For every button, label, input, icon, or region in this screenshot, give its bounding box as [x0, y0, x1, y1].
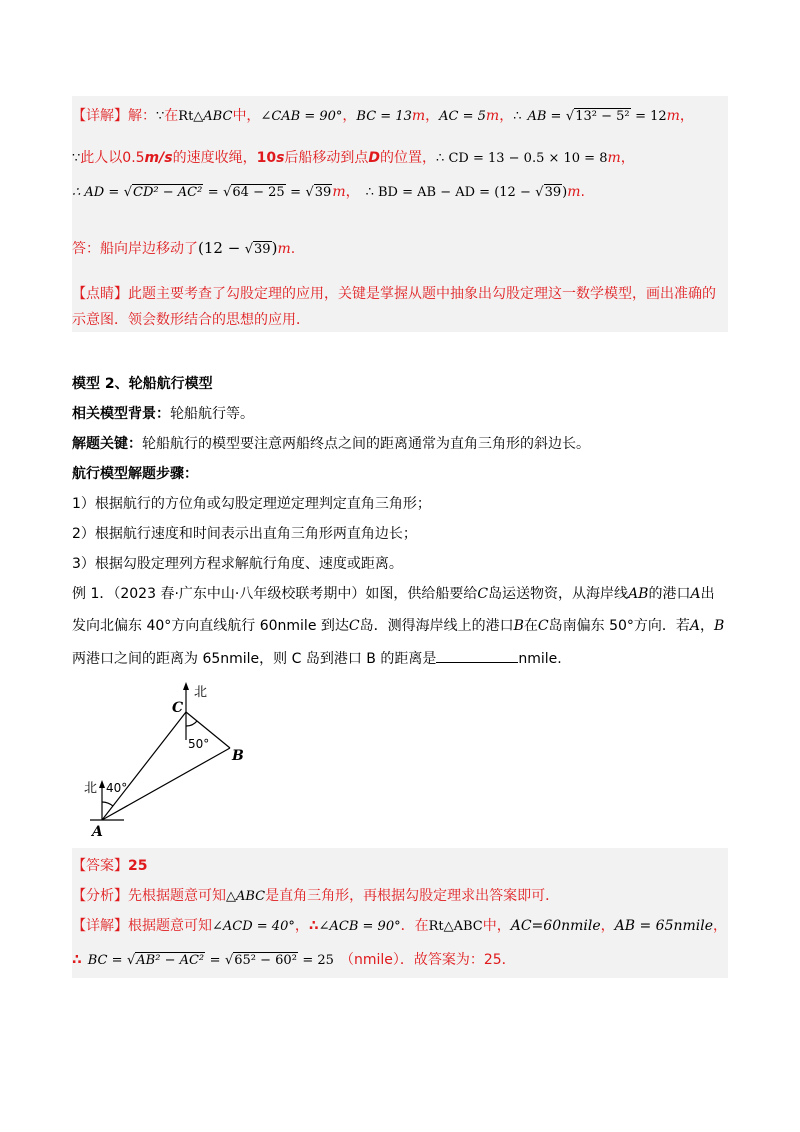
because-symbol: ∵ [72, 151, 81, 166]
point-c-label: C [172, 700, 184, 716]
math-eq: ) [271, 239, 278, 257]
point-d: D [368, 150, 381, 166]
comma: ， [342, 108, 357, 124]
example-text: nmile. [518, 651, 562, 667]
point-label: B [714, 618, 725, 634]
math-eq: ∴ BD = AB − AD = (12 − [365, 185, 531, 200]
math-triangle: Rt△ABC [428, 919, 483, 934]
math-radicand: 39 [314, 185, 332, 200]
key-text: 轮船航行的模型要注意两船终点之间的距离通常为直角三角形的斜边长。 [142, 436, 590, 452]
angle-a-label: 40° [106, 781, 128, 795]
analysis-text: 是直角三角形，再根据勾股定理求出答案即可． [265, 888, 560, 904]
answer-line-1: 答：船向岸边移动了(12 − √39)m. [72, 239, 296, 257]
analysis-text: 先根据题意可知 [128, 888, 226, 904]
detail-tag: 【详解】 [72, 108, 128, 124]
detail-tag: 【详解】 [72, 918, 128, 934]
example-text: 两港口之间的距离为 65nmile，则 C 岛到港口 B 的距离是 [72, 651, 437, 667]
step-item: 2）根据航行速度和时间表示出直角三角形两直角边长； [72, 526, 417, 542]
unit-m: m [607, 150, 621, 166]
comma: ， [294, 918, 309, 934]
detail-text: 的位置， [380, 150, 437, 166]
example-text: 如图，供给船要给 [365, 586, 478, 602]
example-text: 发向北偏东 40°方向直线航行 60nmile 到达 [72, 618, 349, 634]
detail-text: 在 [164, 108, 179, 124]
period: . [290, 241, 296, 257]
time-unit: s [276, 150, 285, 166]
math-radicand: 39 [254, 242, 271, 257]
north-label-c: 北 [194, 685, 208, 700]
math-eq: AC = 5 [439, 109, 486, 124]
math-radicand: 65² − 60² [234, 953, 297, 968]
detail-text: 解： [128, 108, 156, 124]
model-background [72, 404, 254, 424]
math-eq: ∴ AD = [72, 185, 120, 200]
step-item: 3）根据勾股定理列方程求解航行角度、速度或距离。 [72, 556, 403, 572]
detail-line-3: ∴ AD = √CD² − AC² = √64 − 25 = √39m， ∴ BD = AB − AD = (12 − √39)m. [72, 184, 585, 200]
answer-line [72, 856, 147, 876]
point-a-label: A [92, 824, 103, 840]
angle-arc-a [102, 802, 113, 806]
therefore-symbol: ∴ [72, 952, 82, 968]
math-eq: AB = [527, 109, 562, 124]
example-line-2 [72, 616, 724, 636]
detail2-line-1 [72, 916, 727, 937]
background-label: 相关模型背景： [72, 406, 170, 422]
angle-arc-c [186, 721, 197, 726]
example-text: 的港口 [648, 586, 691, 602]
comma: ， [713, 918, 728, 934]
unit-m: m [567, 184, 581, 200]
math-radicand: AB² − AC² [136, 953, 205, 968]
math-eq: ∠ACB = 90° [318, 919, 401, 934]
math-radicand: 64 − 25 [232, 185, 285, 200]
example-text: 岛运送物资，从海岸线 [488, 586, 629, 602]
detail-text: 后船移动到点 [284, 150, 369, 166]
comment-tag: 【点睛】 [72, 286, 128, 302]
math-eq: ∠CAB = 90° [260, 109, 343, 124]
key-label: 解题关键： [72, 436, 142, 452]
math-triangle: △ABC [226, 889, 266, 904]
speed-unit: m/s [144, 150, 173, 166]
math-eq: = [290, 185, 302, 200]
math-radicand: 13² − 5² [575, 109, 630, 124]
math-eq: AB = 65nmile [614, 918, 714, 934]
math-eq: = 25 [302, 953, 334, 968]
detail-text: 中， [482, 918, 511, 934]
unit-m: m [332, 184, 346, 200]
detail-text: ．在 [400, 918, 429, 934]
detail2-line-2: ∴ BC = √AB² − AC² = √65² − 60² = 25 （nmile）．故答案为：25． [72, 952, 516, 968]
example-text: 岛南偏东 50°方向．若 [548, 618, 690, 634]
answer-value: 25 [128, 858, 148, 874]
comment-text: 此题主要考查了勾股定理的应用，关键是掌握从题中抽象出勾股定理这一数学模型，画出准确的 [128, 286, 716, 302]
point-label: C [477, 586, 489, 602]
model-title: 模型 2、轮船航行模型 [72, 376, 213, 392]
step-item: 1）根据航行的方位角或勾股定理逆定理判定直角三角形； [72, 496, 431, 512]
detail-text: 中， [232, 108, 261, 124]
speed-value: 0.5 [122, 150, 145, 166]
therefore-symbol: ∴ [513, 109, 522, 124]
north-arrow-c [183, 682, 189, 690]
point-label: C [348, 618, 360, 634]
unit-m: m [411, 108, 426, 124]
analysis-tag: 【分析】 [72, 888, 128, 904]
segment-ac [102, 712, 186, 820]
math-radicand: 39 [544, 185, 562, 200]
north-label-a: 北 [84, 781, 98, 796]
comma: ， [425, 108, 440, 124]
example-text: 岛．测得海岸线上的港口 [359, 618, 514, 634]
point-label: AB [628, 586, 649, 602]
detail-line-2 [72, 148, 635, 169]
example-source: （2023 春·广东中山·八年级校联考期中） [113, 586, 366, 602]
math-eq: = [209, 953, 221, 968]
math-eq: (12 − [198, 239, 241, 257]
point-b-label: B [232, 748, 244, 764]
example-line-3 [72, 648, 562, 669]
point-label: A [690, 586, 701, 602]
math-triangle: △ABC [193, 109, 233, 124]
math-eq: ) [562, 185, 568, 200]
period: . [580, 184, 585, 200]
north-arrow-a [99, 780, 105, 788]
model-key [72, 434, 590, 454]
therefore-symbol: ∴ [308, 918, 319, 934]
comment-line-1 [72, 284, 716, 304]
comma: ， [620, 150, 635, 166]
unit-m: m [666, 108, 680, 124]
comma: ， [345, 184, 360, 200]
background-text: 轮船航行等。 [170, 406, 254, 422]
example-line-1 [72, 584, 715, 604]
unit-m: m [277, 241, 291, 257]
math-eq: = 12 [635, 109, 667, 124]
math-radicand: CD² − AC² [133, 185, 203, 200]
point-label: C [537, 618, 549, 634]
analysis-line [72, 886, 559, 907]
navigation-diagram [80, 680, 260, 840]
angle-c-label: 50° [188, 737, 210, 751]
math-eq: BC = [87, 953, 123, 968]
point-label: A [689, 618, 701, 634]
comma: ， [499, 108, 514, 124]
math-eq: ∴ CD = 13 − 0.5 × 10 = 8 [436, 151, 608, 166]
detail-line-1: 【详解】解：∵在Rt△ABC中，∠CAB = 90°，BC = 13m，AC = 5m，∴ AB = √13² − 5² = 12m， [72, 108, 694, 124]
math-eq: = [207, 185, 219, 200]
math-eq: ∠ACD = 40° [212, 919, 295, 934]
example-text: ， [700, 618, 715, 634]
math-eq: AC=60nmile [510, 918, 601, 934]
detail-text: （nmile）．故答案为：25． [339, 952, 516, 968]
comment-line-2 [72, 310, 310, 330]
time-value: 10 [256, 150, 277, 166]
math-rt: Rt [178, 109, 194, 124]
example-text: 在 [523, 618, 538, 634]
example-label: 例 1． [72, 586, 114, 602]
comment-text: 示意图．领会数形结合的思想的应用． [72, 312, 310, 328]
comma: ， [679, 108, 694, 124]
detail-text: 根据题意可知 [128, 918, 212, 934]
math-eq: BC = 13 [356, 109, 412, 124]
detail-text: 的速度收绳， [172, 150, 257, 166]
steps-title: 航行模型解题步骤： [72, 466, 198, 482]
detail-text: 此人以 [80, 150, 123, 166]
because-symbol: ∵ [156, 109, 165, 124]
answer-blank[interactable] [436, 648, 518, 663]
comma: ， [600, 918, 615, 934]
example-text: 出 [700, 586, 715, 602]
point-label: B [513, 618, 524, 634]
unit-m: m [485, 108, 500, 124]
answer-tag: 【答案】 [72, 858, 128, 874]
answer-text: 答：船向岸边移动了 [72, 241, 198, 257]
